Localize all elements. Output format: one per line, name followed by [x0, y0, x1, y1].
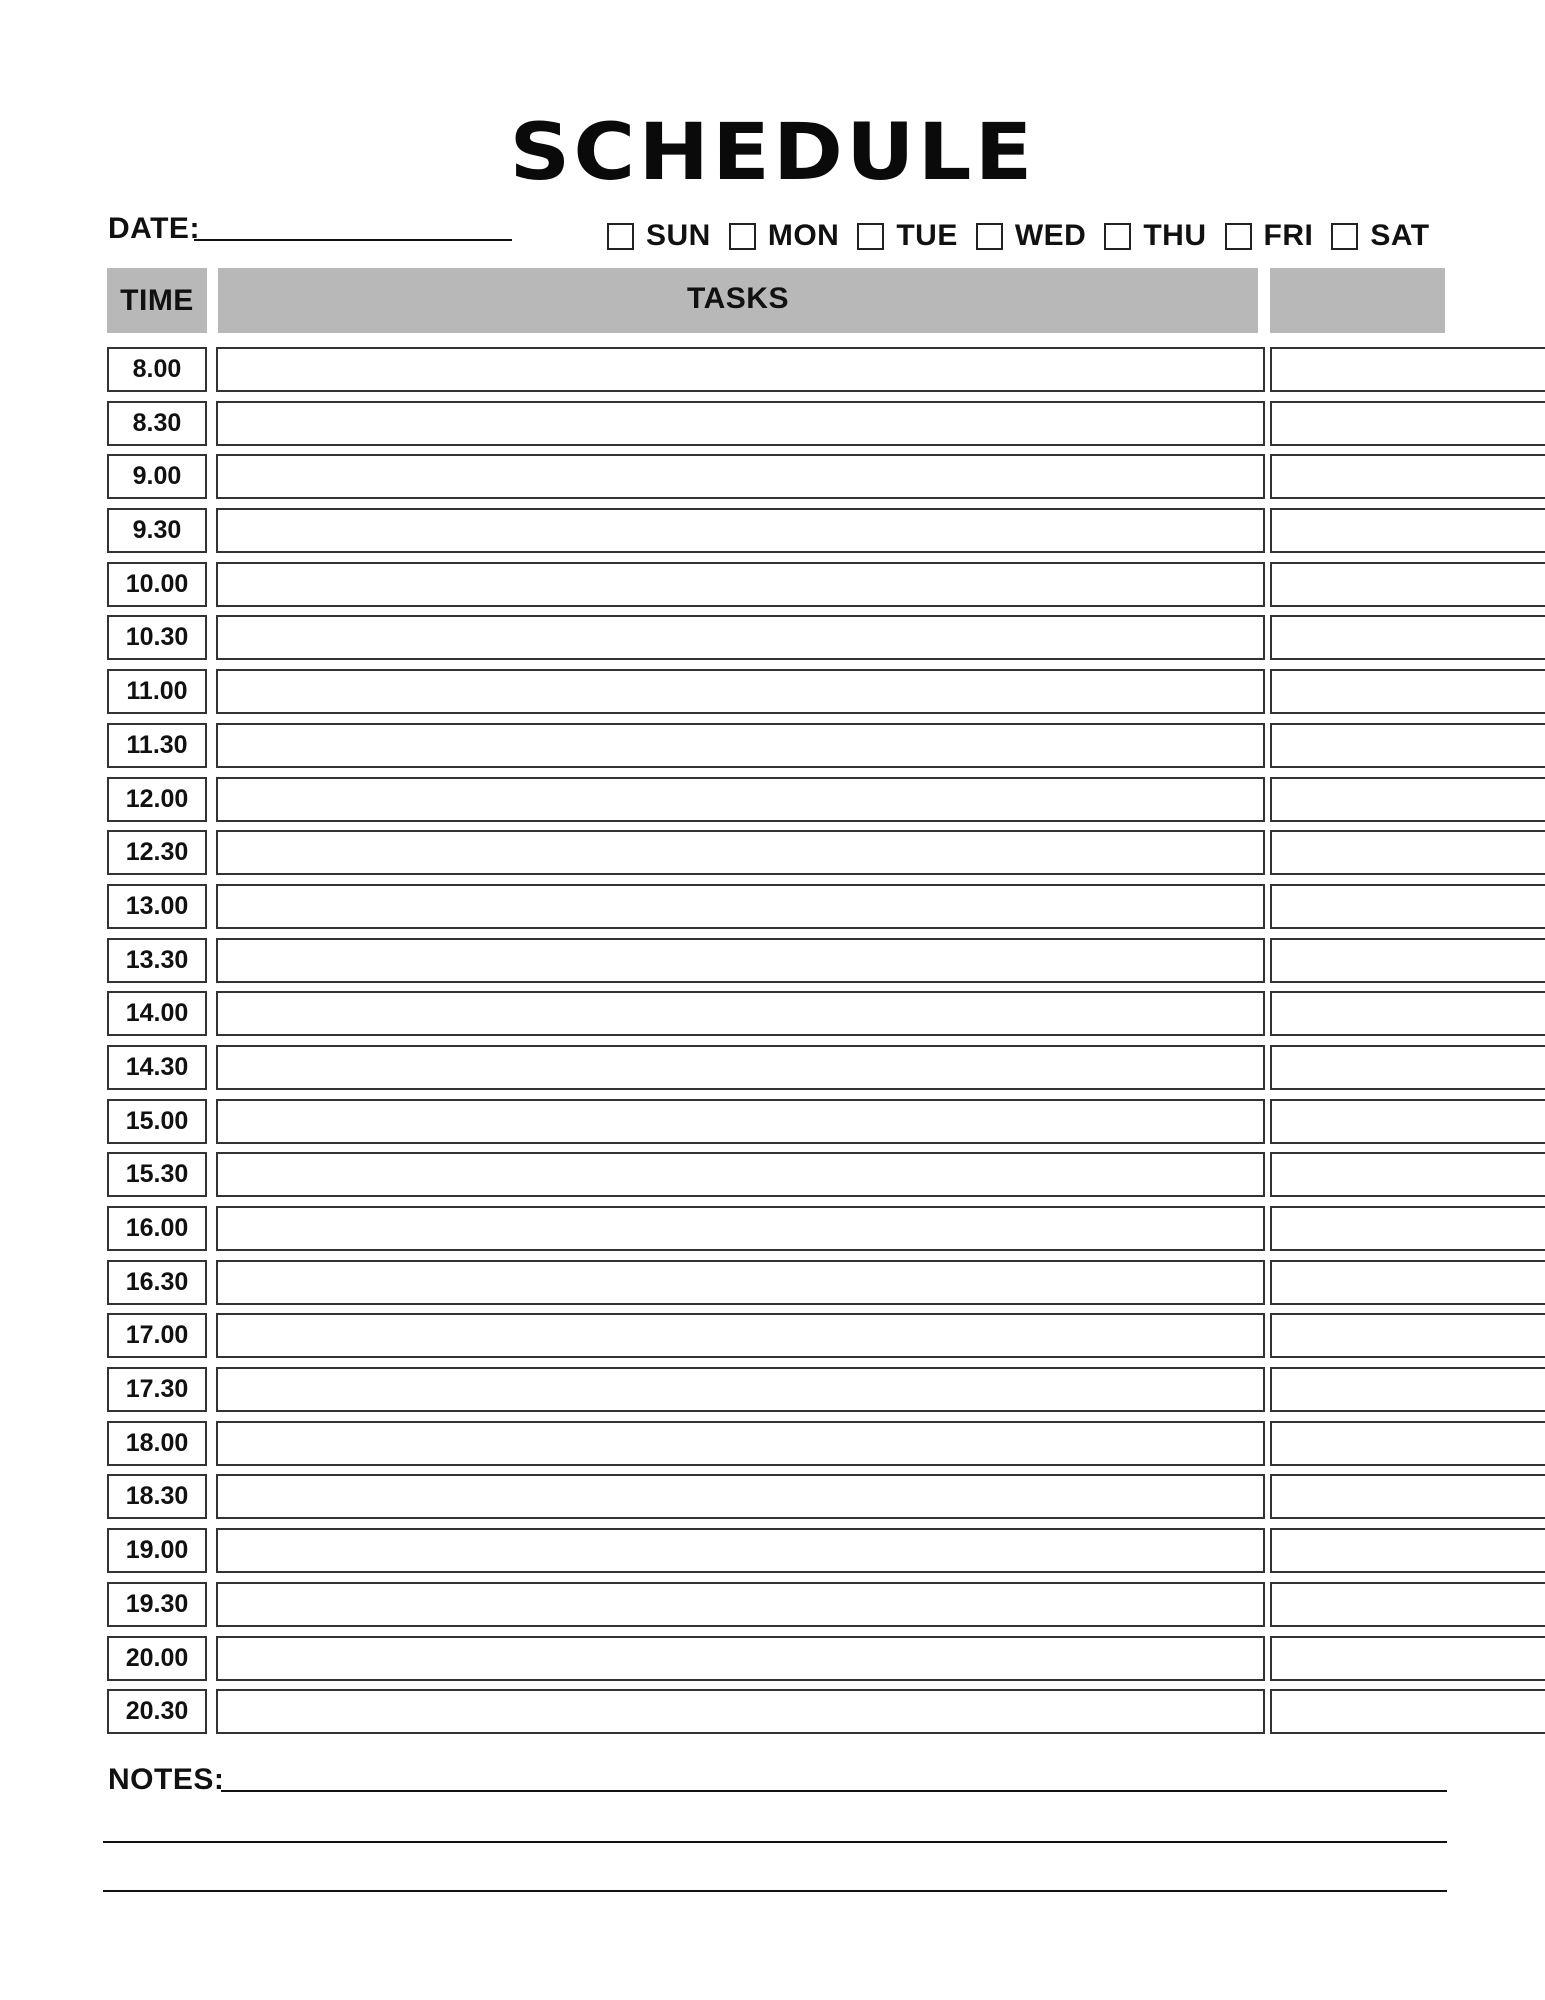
task-cell[interactable] — [216, 508, 1265, 553]
checkbox-tue[interactable] — [857, 223, 884, 250]
checkbox-thu[interactable] — [1104, 223, 1131, 250]
task-cell[interactable] — [216, 669, 1265, 714]
time-cell: 13.00 — [107, 884, 207, 929]
time-cell: 17.00 — [107, 1313, 207, 1358]
extra-cell[interactable] — [1270, 1528, 1545, 1573]
day-option-thu[interactable] — [1104, 219, 1206, 253]
task-cell[interactable] — [216, 1260, 1265, 1305]
day-label-sat: SAT — [1370, 219, 1430, 252]
day-label-mon: MON — [767, 219, 840, 252]
time-cell: 18.30 — [107, 1474, 207, 1519]
task-cell[interactable] — [216, 884, 1265, 929]
extra-cell[interactable] — [1270, 347, 1545, 392]
task-cell[interactable] — [216, 1206, 1265, 1251]
time-cell: 12.00 — [107, 777, 207, 822]
day-label-sun: SUN — [646, 219, 711, 252]
extra-cell[interactable] — [1270, 562, 1545, 607]
extra-cell[interactable] — [1270, 508, 1545, 553]
checkbox-sun[interactable] — [607, 223, 634, 250]
task-cell[interactable] — [216, 1474, 1265, 1519]
extra-cell[interactable] — [1270, 1636, 1545, 1681]
task-cell[interactable] — [216, 991, 1265, 1036]
extra-cell[interactable] — [1270, 1206, 1545, 1251]
extra-cell[interactable] — [1270, 777, 1545, 822]
page-title: SCHEDULE — [509, 108, 1036, 198]
time-cell: 14.00 — [107, 991, 207, 1036]
extra-cell[interactable] — [1270, 830, 1545, 875]
extra-cell[interactable] — [1270, 884, 1545, 929]
time-cell: 13.30 — [107, 938, 207, 983]
task-cell[interactable] — [216, 347, 1265, 392]
day-label-fri: FRI — [1263, 219, 1314, 252]
time-cell: 15.30 — [107, 1152, 207, 1197]
extra-cell[interactable] — [1270, 454, 1545, 499]
day-option-sat[interactable] — [1331, 219, 1429, 253]
time-cell: 12.30 — [107, 830, 207, 875]
task-cell[interactable] — [216, 562, 1265, 607]
task-cell[interactable] — [216, 1528, 1265, 1573]
extra-cell[interactable] — [1270, 991, 1545, 1036]
extra-column-header — [1270, 268, 1445, 333]
tasks-column-header: TASKS — [218, 268, 1258, 333]
time-cell: 17.30 — [107, 1367, 207, 1412]
task-cell[interactable] — [216, 938, 1265, 983]
day-option-wed[interactable] — [976, 219, 1087, 253]
time-cell: 10.00 — [107, 562, 207, 607]
task-cell[interactable] — [216, 1313, 1265, 1358]
notes-line[interactable] — [221, 1790, 1447, 1792]
day-option-sun[interactable] — [607, 219, 711, 253]
checkbox-mon[interactable] — [729, 223, 756, 250]
extra-cell[interactable] — [1270, 1152, 1545, 1197]
extra-cell[interactable] — [1270, 723, 1545, 768]
task-cell[interactable] — [216, 401, 1265, 446]
time-cell: 16.30 — [107, 1260, 207, 1305]
day-option-mon[interactable] — [729, 219, 840, 253]
extra-cell[interactable] — [1270, 1045, 1545, 1090]
time-cell: 11.30 — [107, 723, 207, 768]
time-cell: 10.30 — [107, 615, 207, 660]
time-cell: 9.00 — [107, 454, 207, 499]
extra-cell[interactable] — [1270, 1260, 1545, 1305]
extra-cell[interactable] — [1270, 401, 1545, 446]
task-cell[interactable] — [216, 1421, 1265, 1466]
task-cell[interactable] — [216, 1689, 1265, 1734]
task-cell[interactable] — [216, 777, 1265, 822]
task-cell[interactable] — [216, 1152, 1265, 1197]
extra-cell[interactable] — [1270, 1099, 1545, 1144]
day-option-tue[interactable] — [857, 219, 958, 253]
time-cell: 16.00 — [107, 1206, 207, 1251]
weekday-checkboxes — [607, 216, 1448, 256]
date-field-line[interactable] — [194, 239, 512, 241]
time-cell: 20.30 — [107, 1689, 207, 1734]
date-label: DATE: — [108, 212, 200, 245]
day-option-fri[interactable] — [1225, 219, 1314, 253]
extra-cell[interactable] — [1270, 938, 1545, 983]
day-label-wed: WED — [1014, 219, 1087, 252]
notes-line[interactable] — [103, 1890, 1447, 1892]
notes-line[interactable] — [103, 1841, 1447, 1843]
time-cell: 18.00 — [107, 1421, 207, 1466]
time-column-header: TIME — [107, 268, 207, 333]
extra-cell[interactable] — [1270, 669, 1545, 714]
time-cell: 15.00 — [107, 1099, 207, 1144]
extra-cell[interactable] — [1270, 1689, 1545, 1734]
day-label-tue: TUE — [896, 219, 958, 252]
extra-cell[interactable] — [1270, 615, 1545, 660]
task-cell[interactable] — [216, 723, 1265, 768]
task-cell[interactable] — [216, 615, 1265, 660]
checkbox-fri[interactable] — [1225, 223, 1252, 250]
task-cell[interactable] — [216, 1045, 1265, 1090]
extra-cell[interactable] — [1270, 1421, 1545, 1466]
task-cell[interactable] — [216, 1582, 1265, 1627]
day-label-thu: THU — [1143, 219, 1207, 252]
task-cell[interactable] — [216, 1099, 1265, 1144]
extra-cell[interactable] — [1270, 1474, 1545, 1519]
task-cell[interactable] — [216, 830, 1265, 875]
extra-cell[interactable] — [1270, 1582, 1545, 1627]
time-cell: 8.00 — [107, 347, 207, 392]
time-cell: 8.30 — [107, 401, 207, 446]
extra-cell[interactable] — [1270, 1367, 1545, 1412]
notes-label: NOTES: — [108, 1763, 225, 1796]
checkbox-sat[interactable] — [1331, 223, 1358, 250]
task-cell[interactable] — [216, 1367, 1265, 1412]
time-cell: 14.30 — [107, 1045, 207, 1090]
time-cell: 19.00 — [107, 1528, 207, 1573]
time-cell: 9.30 — [107, 508, 207, 553]
time-cell: 11.00 — [107, 669, 207, 714]
task-cell[interactable] — [216, 454, 1265, 499]
time-cell: 20.00 — [107, 1636, 207, 1681]
task-cell[interactable] — [216, 1636, 1265, 1681]
time-cell: 19.30 — [107, 1582, 207, 1627]
extra-cell[interactable] — [1270, 1313, 1545, 1358]
checkbox-wed[interactable] — [976, 223, 1003, 250]
